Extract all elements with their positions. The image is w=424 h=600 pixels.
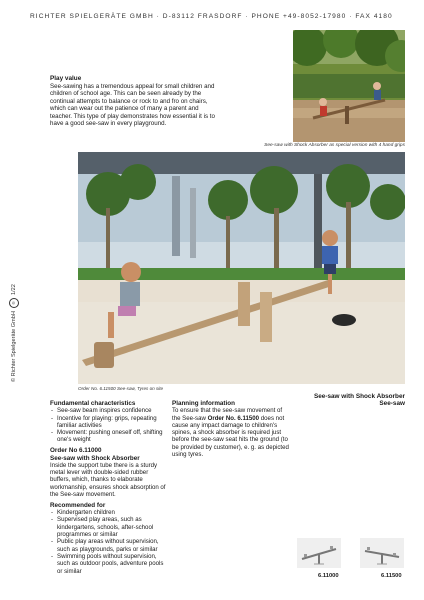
planning-text-post: does not cause any impact damage to children's spines, a shock absorber is required just before the see-saw seat hits the ground (to be provided by customer), e. g. as depicted using tyres.: [172, 414, 289, 459]
product-title: [314, 393, 405, 408]
planning-order-number: Order No. 6.11500: [207, 414, 260, 422]
fundamental-heading: Fundamental characteristics: [50, 400, 136, 407]
list-item: - See-saw beam inspires confidence: [50, 407, 168, 414]
order-number-heading: Order No 6.11000: [50, 447, 102, 455]
recommended-list: [50, 509, 168, 575]
play-value-heading: Play value: [50, 75, 82, 82]
fundamental-list: [50, 407, 168, 443]
order-info-section: [50, 447, 168, 498]
order-info-body: Inside the support tube there is a sturdy metal lever with double-sided rubber buffers, which, thanks to elaborate workmanship, ensures shock absorption of the See-saw movement.: [50, 461, 166, 499]
playground-photo-main: [78, 152, 405, 384]
planning-section: [172, 400, 290, 458]
left-column: [50, 400, 168, 578]
order-product-heading: See-saw with Shock Absorber: [50, 454, 140, 462]
list-item: - Public play areas without supervision, such as playgrounds, parks or similar: [50, 538, 168, 553]
product-thumbnail-6-11000: [297, 538, 341, 568]
list-item: - Swimming pools without supervision, such as outdoor pools, adventure pools or similar: [50, 553, 168, 575]
list-item: - Movement: pushing oneself off, shifting one's weight: [50, 429, 168, 444]
side-label: [3, 232, 15, 382]
page-number: 1/22: [11, 284, 17, 296]
copyright-text: © Richter Spielgeräte GmbH: [11, 311, 17, 382]
play-value-body: See-sawing has a tremendous appeal for small children and children of school age. This can be seen already by the continual attempts to balance or rock to and fro on chairs, which can wear out the patience of many a parent and teacher. This type of play demonstrates how essential it is to have a good see-saw in every playground.: [50, 82, 215, 127]
playground-photo-top: [293, 30, 405, 142]
product-code: 6.11500: [381, 573, 402, 579]
play-value-section: [50, 75, 215, 127]
planning-heading: Planning information: [172, 400, 235, 407]
planning-body: [172, 407, 290, 458]
seesaw-drawing-icon: [297, 538, 341, 568]
page-header: RICHTER SPIELGERÄTE GMBH · D-83112 FRASDORF · PHONE +49-8052-17980 · FAX 4180: [30, 13, 393, 20]
list-item: - Incentive for playing: grips, repeating familiar activities: [50, 415, 168, 430]
planning-text-pre: To ensure that the see-saw movement of the See-saw: [172, 407, 283, 422]
company-seal-icon: ®: [9, 298, 19, 308]
photo-main: [78, 152, 405, 384]
recommended-section: [50, 502, 168, 575]
seesaw-drawing-icon: [360, 538, 404, 568]
product-code: 6.11000: [318, 573, 339, 579]
recommended-heading: Recommended for: [50, 501, 106, 509]
product-title-line2: See-saw: [379, 400, 405, 408]
photo-top-caption: See-saw with Shock Absorber as special version with 4 hand grips: [264, 143, 405, 148]
fundamental-section: [50, 400, 168, 444]
list-item: - Supervised play areas, such as kindergartens, schools, after-school programmes or similar: [50, 516, 168, 538]
product-title-line1: See-saw with Shock Absorber: [313, 393, 405, 400]
product-thumbnail-6-11500: [360, 538, 404, 568]
photo-top: [293, 30, 405, 142]
list-item: - Kindergarten children: [50, 509, 168, 516]
photo-main-caption: Order No. 6.11500 See-saw, Tyres on site: [78, 386, 164, 391]
